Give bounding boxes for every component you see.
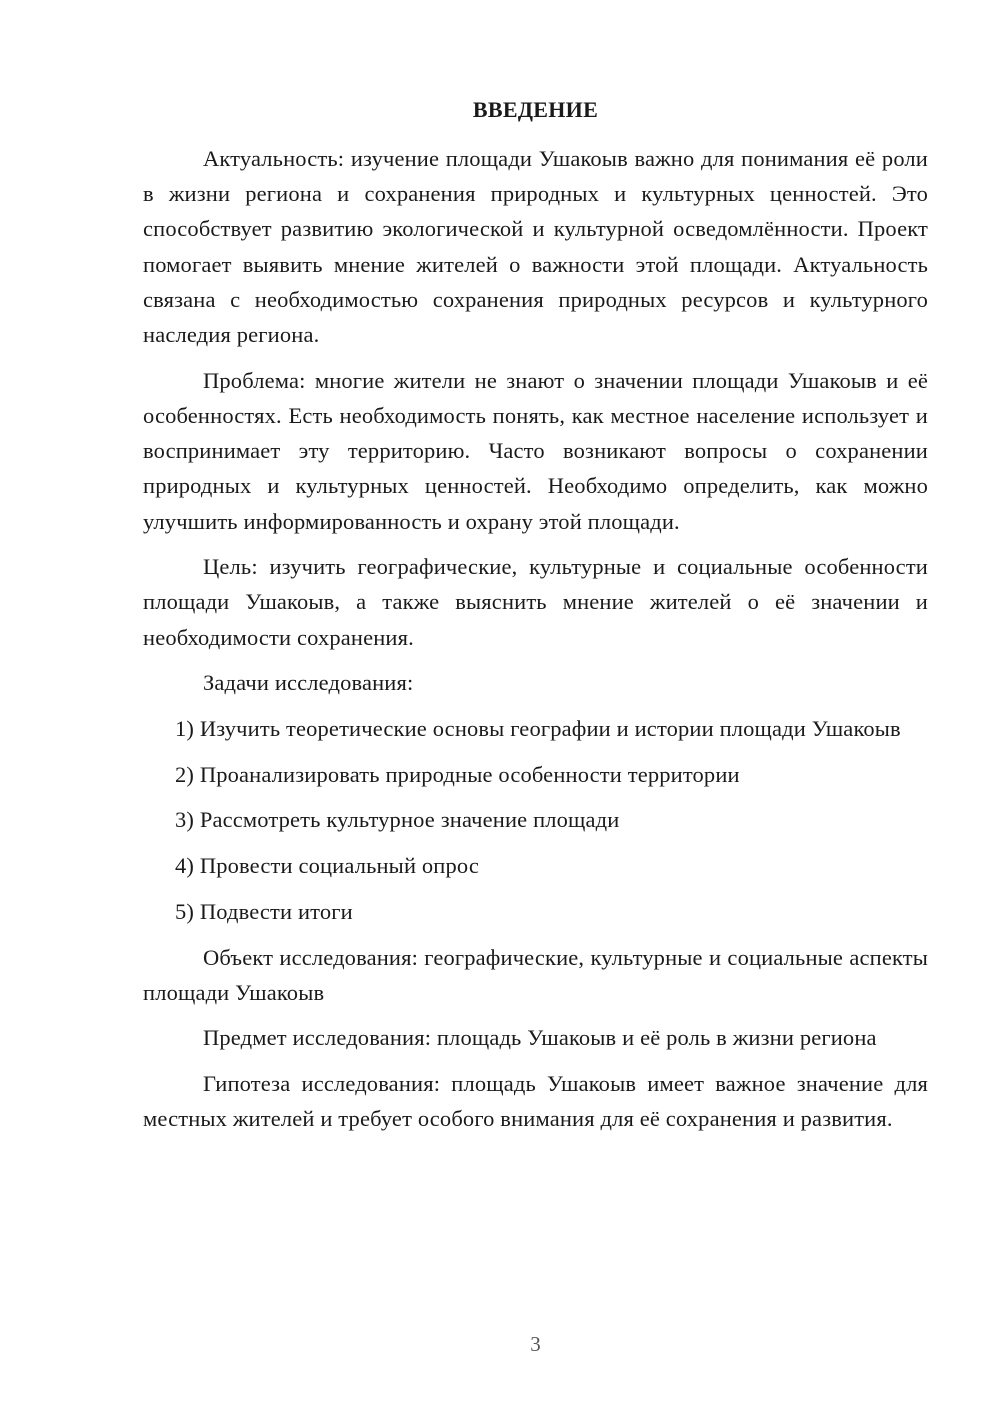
object-paragraph: Объект исследования: географические, культурные и социальные аспекты площади Ушакоыв (143, 944, 928, 1005)
problem-paragraph: Проблема: многие жители не знают о значении площади Ушакоыв и её особенностях. Есть необходимость понять, как местное население использует и воспринимает эту территорию. Часто возникают вопросы о сохранении природных и культурных ценностей. Необходимо определить, как можно улучшить информированность и охрану этой площади. (143, 367, 928, 534)
relevance-paragraph: Актуальность: изучение площади Ушакоыв важно для понимания её роли в жизни региона и сохранения природных и культурных ценностей. Это способствует развитию экологической и культурной осведомлённости. Проект помогает выявить мнение жителей о важности этой площади. Актуальность связана с необходимостью сохранения природных ресурсов и культурного наследия региона. (143, 146, 928, 348)
hypothesis-paragraph: Гипотеза исследования: площадь Ушакоыв имеет важное значение для местных жителей и требует особого внимания для её сохранения и развития. (143, 1071, 928, 1132)
task-item: 4) Провести социальный опрос (175, 853, 479, 879)
subject-paragraph: Предмет исследования: площадь Ушакоыв и её роль в жизни региона (203, 1025, 877, 1051)
task-item: 5) Подвести итоги (175, 898, 353, 924)
goal-paragraph: Цель: изучить географические, культурные и социальные особенности площади Ушакоыв, а также выяснить мнение жителей о её значении и необходимости сохранения. (143, 554, 928, 650)
task-item: 2) Проанализировать природные особенности территории (175, 761, 740, 787)
task-item: 1) Изучить теоретические основы географии и истории площади Ушакоыв (175, 716, 901, 742)
tasks-heading: Задачи исследования: (203, 670, 414, 696)
task-item: 3) Рассмотреть культурное значение площади (175, 807, 620, 833)
page-number: 3 (530, 1332, 541, 1356)
page-title: ВВЕДЕНИЕ (472, 97, 599, 122)
document-body (143, 141, 928, 1147)
document-page (143, 0, 928, 1414)
